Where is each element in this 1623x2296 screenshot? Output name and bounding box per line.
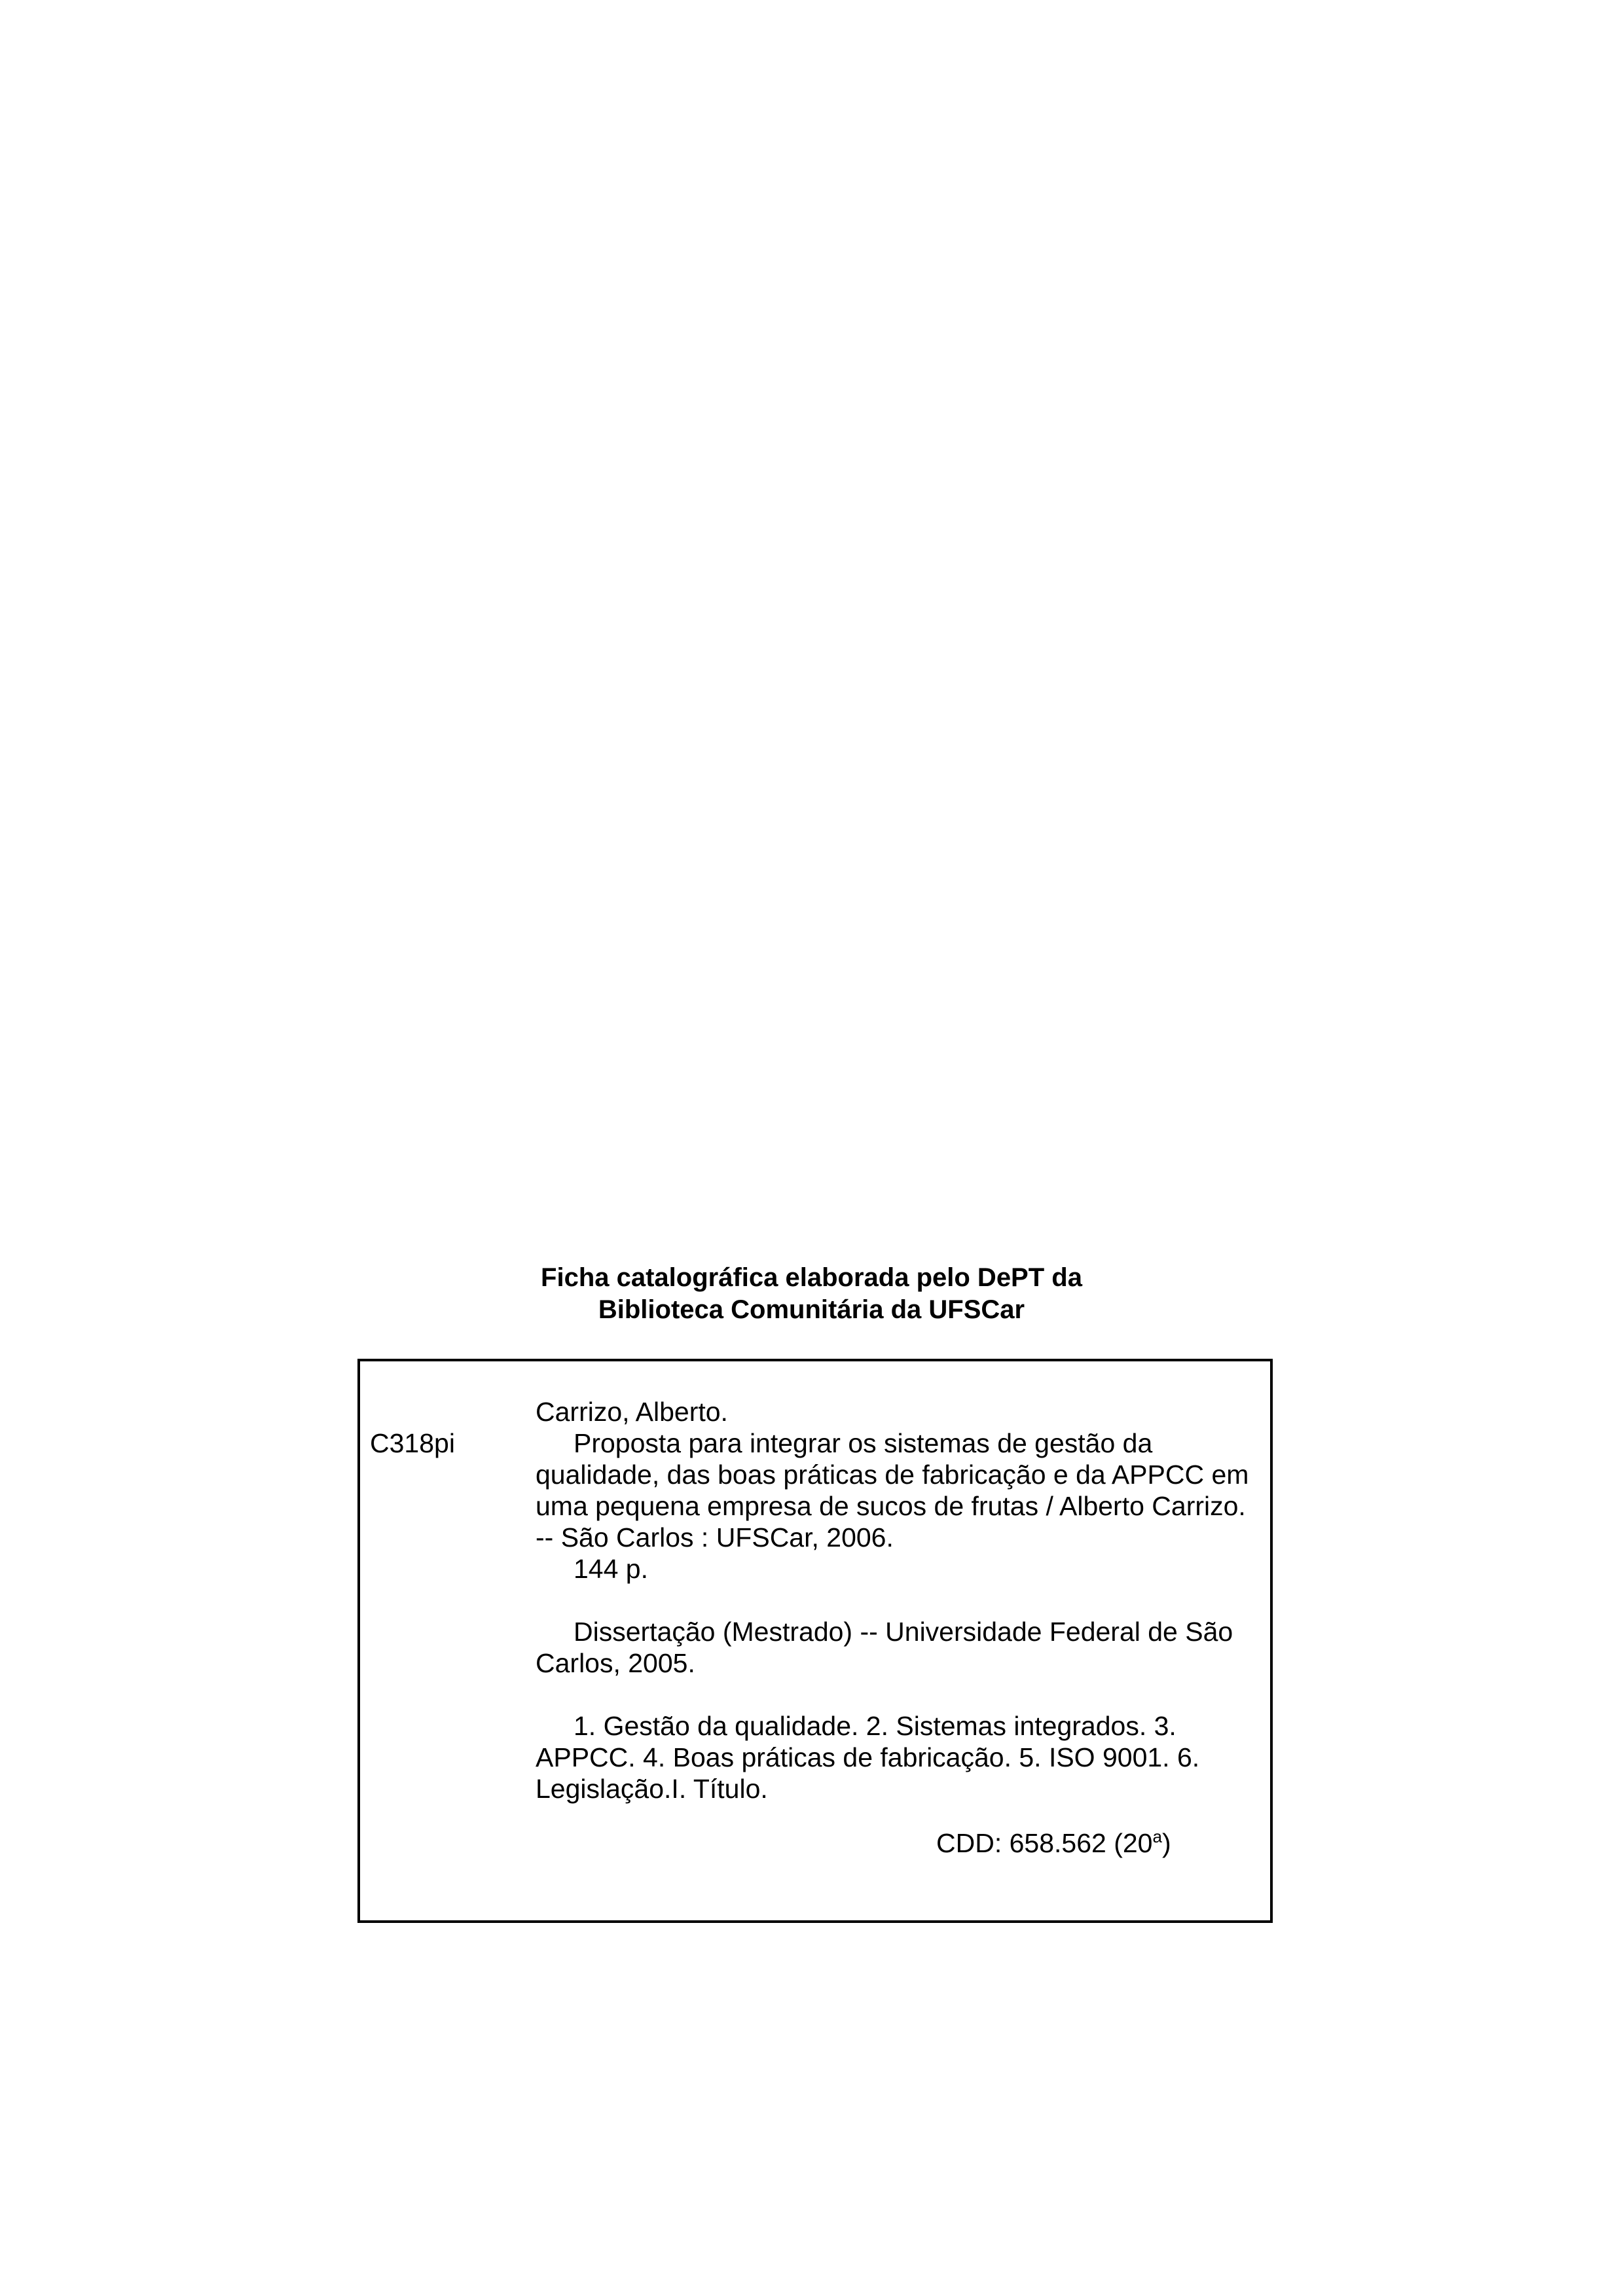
subject-line-3: Legislação.I. Título. bbox=[536, 1774, 768, 1804]
title-line-2: qualidade, das boas práticas de fabricação e da APPCC em bbox=[536, 1460, 1249, 1490]
spacer bbox=[536, 1679, 1269, 1710]
spacer bbox=[536, 1585, 1269, 1616]
title-line-3: uma pequena empresa de sucos de frutas / Alberto Carrizo. bbox=[536, 1491, 1246, 1521]
note-line-2: Carlos, 2005. bbox=[536, 1648, 695, 1678]
subject-line-2: APPCC. 4. Boas práticas de fabricação. 5. ISO 9001. 6. bbox=[536, 1742, 1200, 1772]
title-line-1: Proposta para integrar os sistemas de gestão da bbox=[574, 1428, 1153, 1458]
cdd-suffix: ) bbox=[1161, 1828, 1171, 1858]
note-line-1: Dissertação (Mestrado) -- Universidade Federal de São bbox=[574, 1617, 1233, 1647]
cdd-classification bbox=[936, 1827, 1171, 1859]
catalog-entry bbox=[536, 1396, 1269, 1804]
cdd-prefix: CDD: 658.562 (20 bbox=[936, 1828, 1153, 1858]
author-line: Carrizo, Alberto. bbox=[536, 1397, 728, 1427]
imprint-line: -- São Carlos : UFSCar, 2006. bbox=[536, 1522, 894, 1552]
call-number: C318pi bbox=[370, 1428, 455, 1458]
subject-line-1: 1. Gestão da qualidade. 2. Sistemas integrados. 3. bbox=[574, 1711, 1176, 1741]
catalog-card bbox=[357, 1359, 1273, 1923]
heading-line-1: Ficha catalográfica elaborada pelo DePT da bbox=[541, 1263, 1082, 1292]
cdd-edition-superscript: a bbox=[1152, 1827, 1162, 1846]
pages-line: 144 p. bbox=[574, 1554, 648, 1584]
catalog-card-heading bbox=[0, 1262, 1623, 1326]
heading-line-2: Biblioteca Comunitária da UFSCar bbox=[598, 1295, 1025, 1324]
